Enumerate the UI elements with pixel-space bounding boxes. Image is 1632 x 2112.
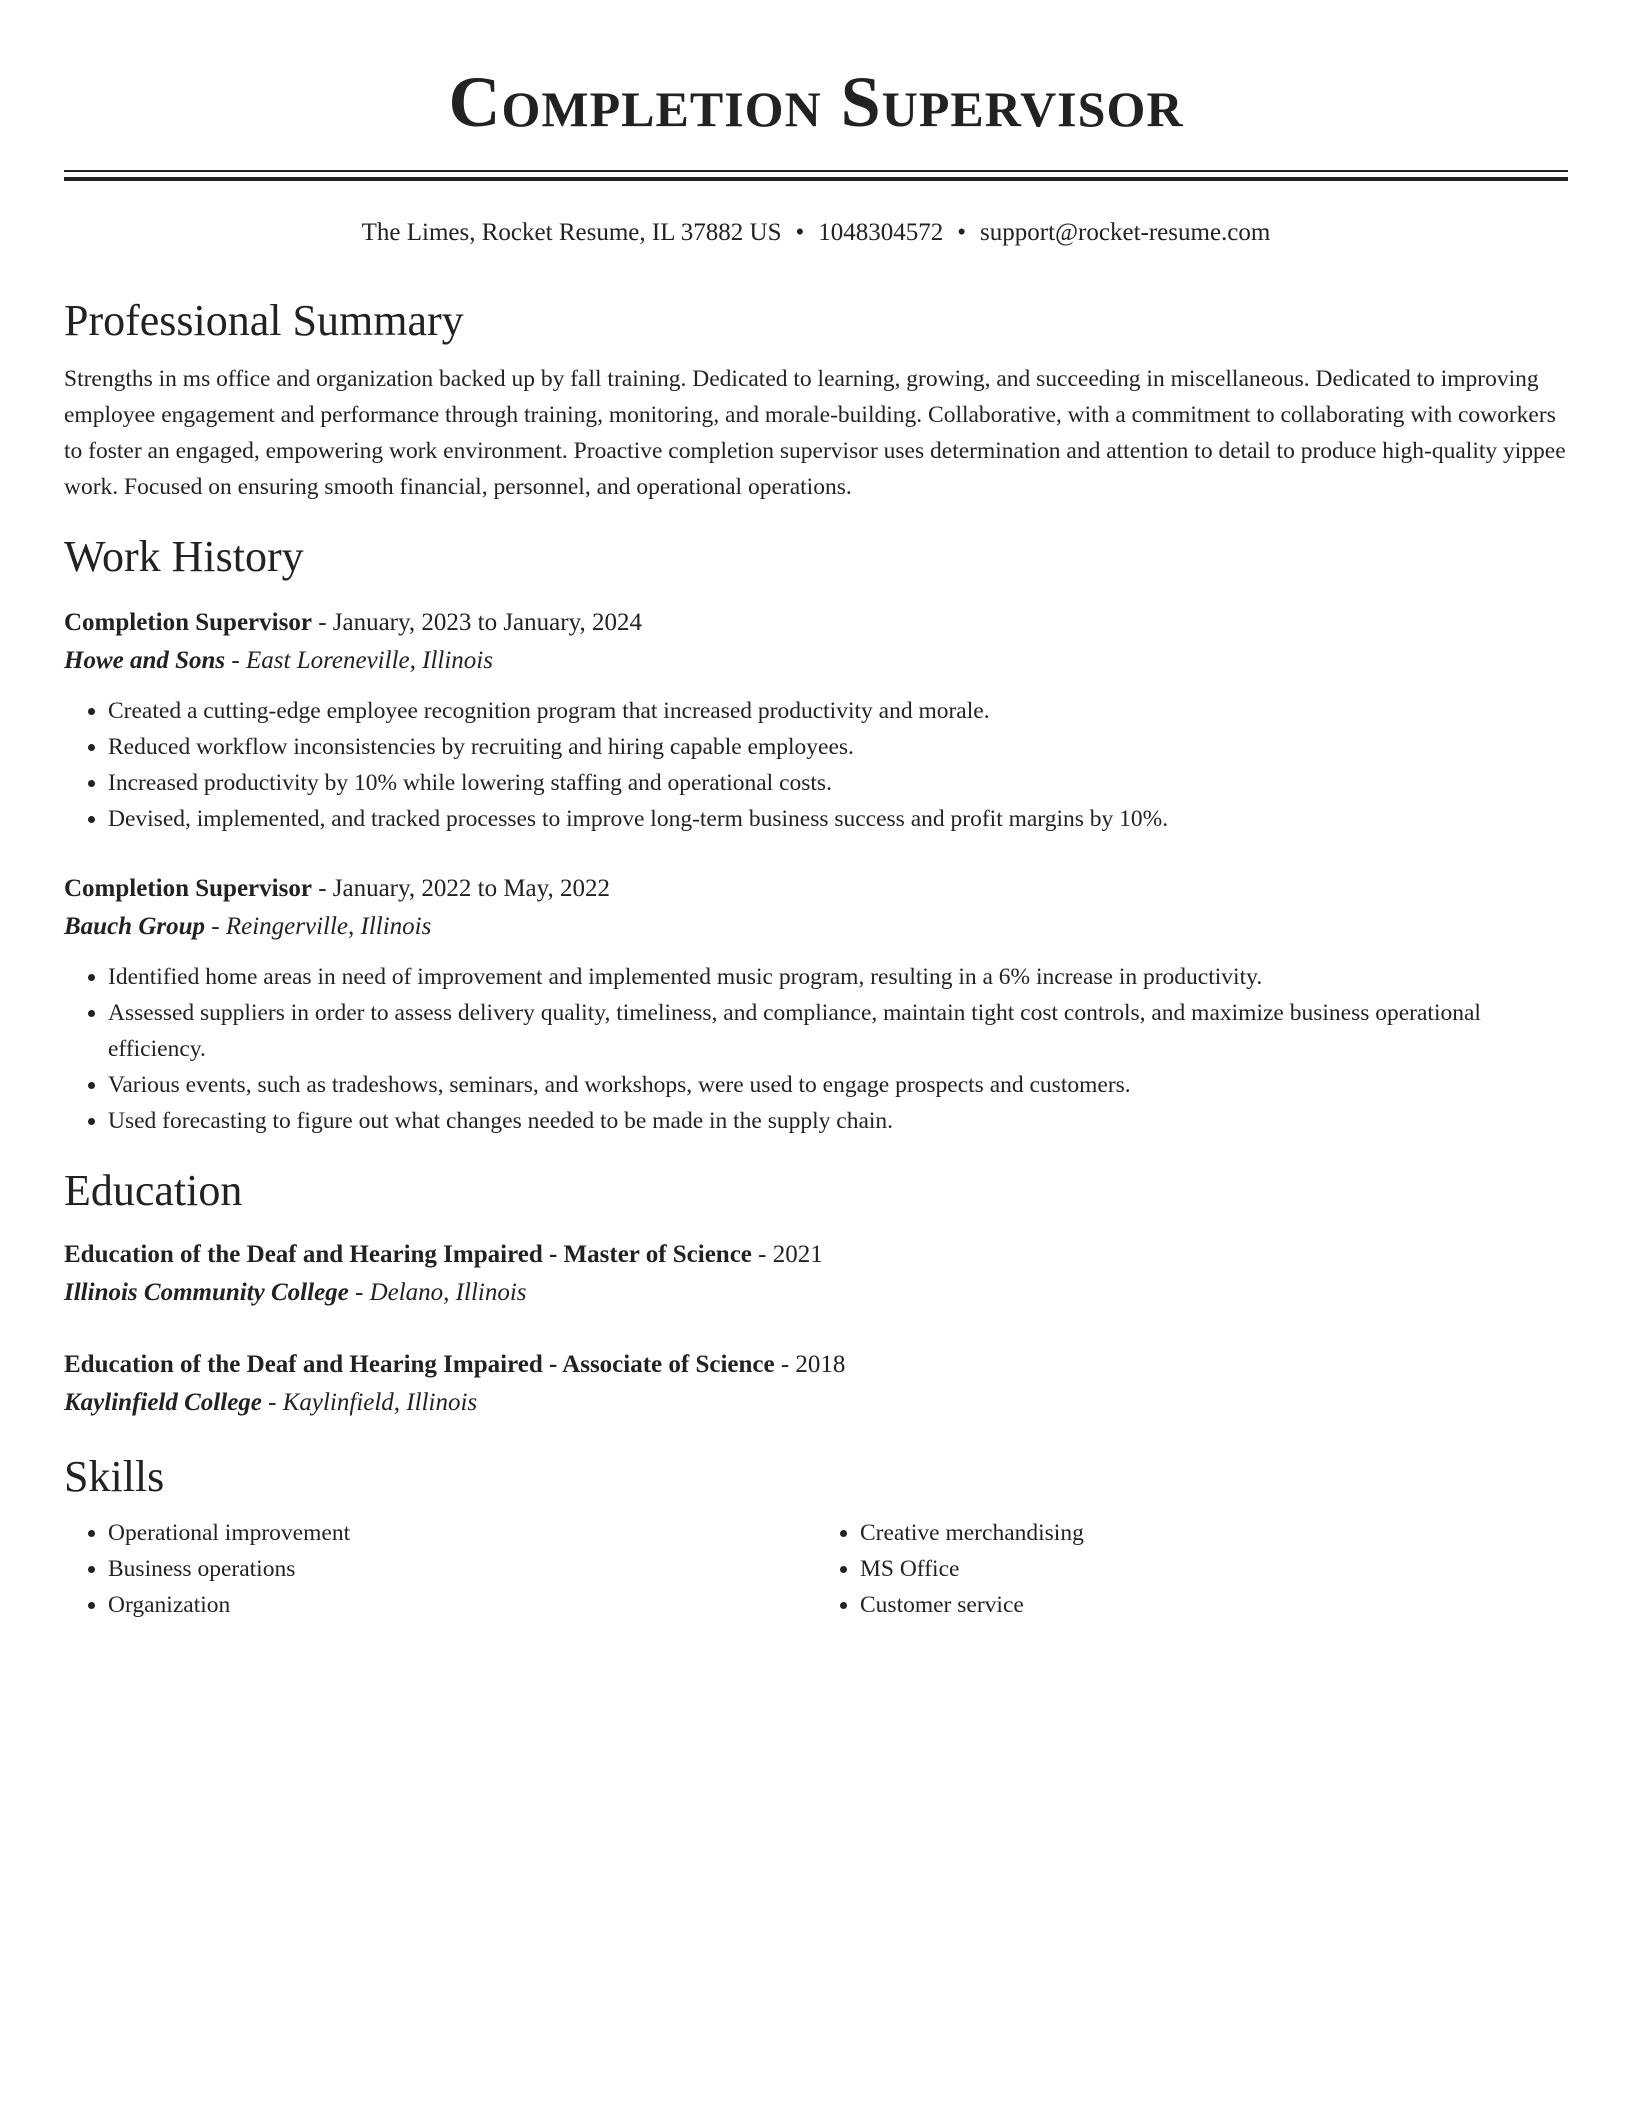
education-location: - Delano, Illinois	[348, 1279, 527, 1306]
section-title-education: Education	[64, 1166, 243, 1215]
job-company-line	[64, 641, 1568, 681]
education-school-line	[64, 1383, 1568, 1423]
list-item: • Identified home areas in need of improvement and implemented music program, resulting in a 6% increase in productivity.	[108, 959, 1568, 995]
job-company: Bauch Group	[64, 913, 206, 940]
education-year: - 2021	[751, 1241, 823, 1268]
education-school-line	[64, 1273, 1568, 1313]
job-role: Completion Supervisor	[64, 875, 312, 902]
contact-separator: •	[957, 219, 967, 246]
header-divider	[64, 170, 1568, 181]
job-role: Completion Supervisor	[64, 609, 312, 636]
skills-column-left	[64, 1515, 816, 1623]
skill-item: • MS Office	[860, 1551, 1568, 1587]
section-title-work-history: Work History	[64, 532, 304, 581]
job-location: - East Loreneville, Illinois	[225, 647, 493, 674]
section-title-skills: Skills	[64, 1452, 165, 1501]
contact-phone: 1048304572	[818, 219, 944, 246]
job-bullets	[64, 693, 1568, 837]
job-location: - Reingerville, Illinois	[205, 913, 432, 940]
job-company: Howe and Sons	[64, 647, 226, 674]
list-item: • Assessed suppliers in order to assess delivery quality, timeliness, and compliance, maintain tight cost controls, and maximize business operational efficiency.	[108, 995, 1568, 1067]
section-title-summary: Professional Summary	[64, 296, 464, 345]
skills-column-right	[816, 1515, 1568, 1623]
education-degree: Education of the Deaf and Hearing Impaired - Master of Science	[64, 1241, 752, 1268]
contact-line	[64, 217, 1568, 249]
list-item: • Devised, implemented, and tracked processes to improve long-term business success and profit margins by 10%.	[108, 801, 1568, 837]
job-entry	[64, 871, 1568, 1139]
contact-address: The Limes, Rocket Resume, IL 37882 US	[361, 219, 782, 246]
skill-item: • Customer service	[860, 1587, 1568, 1623]
list-item: • Reduced workflow inconsistencies by recruiting and hiring capable employees.	[108, 729, 1568, 765]
education-school: Illinois Community College	[64, 1279, 349, 1306]
skill-item: • Business operations	[108, 1551, 816, 1587]
education-school: Kaylinfield College	[64, 1389, 262, 1416]
contact-separator: •	[795, 219, 805, 246]
education-location: - Kaylinfield, Illinois	[261, 1389, 478, 1416]
skills-grid	[64, 1515, 1568, 1623]
job-role-line	[64, 871, 1568, 907]
job-role-line	[64, 605, 1568, 641]
list-item: • Increased productivity by 10% while lowering staffing and operational costs.	[108, 765, 1568, 801]
skill-item: • Organization	[108, 1587, 816, 1623]
education-degree-line	[64, 1237, 1568, 1273]
list-item: • Used forecasting to figure out what changes needed to be made in the supply chain.	[108, 1103, 1568, 1139]
job-entry	[64, 605, 1568, 837]
education-entry	[64, 1237, 1568, 1313]
job-company-line	[64, 907, 1568, 947]
job-dates: - January, 2022 to May, 2022	[311, 875, 611, 902]
education-degree: Education of the Deaf and Hearing Impaired - Associate of Science	[64, 1351, 775, 1378]
skill-item: • Creative merchandising	[860, 1515, 1568, 1551]
job-bullets	[64, 959, 1568, 1139]
contact-email: support@rocket-resume.com	[980, 219, 1271, 246]
list-item: • Various events, such as tradeshows, seminars, and workshops, were used to engage prospects and customers.	[108, 1067, 1568, 1103]
job-dates: - January, 2023 to January, 2024	[311, 609, 642, 636]
education-entry	[64, 1347, 1568, 1423]
list-item: • Created a cutting-edge employee recognition program that increased productivity and morale.	[108, 693, 1568, 729]
candidate-name: Completion Supervisor	[448, 62, 1184, 142]
skill-item: • Operational improvement	[108, 1515, 816, 1551]
education-degree-line	[64, 1347, 1568, 1383]
summary-text: Strengths in ms office and organization backed up by fall training. Dedicated to learning, growing, and succeeding in miscellaneous. Dedicated to improving employee engagement and performance through training, monitoring, and morale-building. Collaborative, with a commitment to collaborating with coworkers to foster an engaged, empowering work environment. Proactive completion supervisor uses determination and attention to detail to produce high-quality yippee work. Focused on ensuring smooth financial, personnel, and operational operations.	[64, 366, 1566, 500]
education-year: - 2018	[774, 1351, 846, 1378]
